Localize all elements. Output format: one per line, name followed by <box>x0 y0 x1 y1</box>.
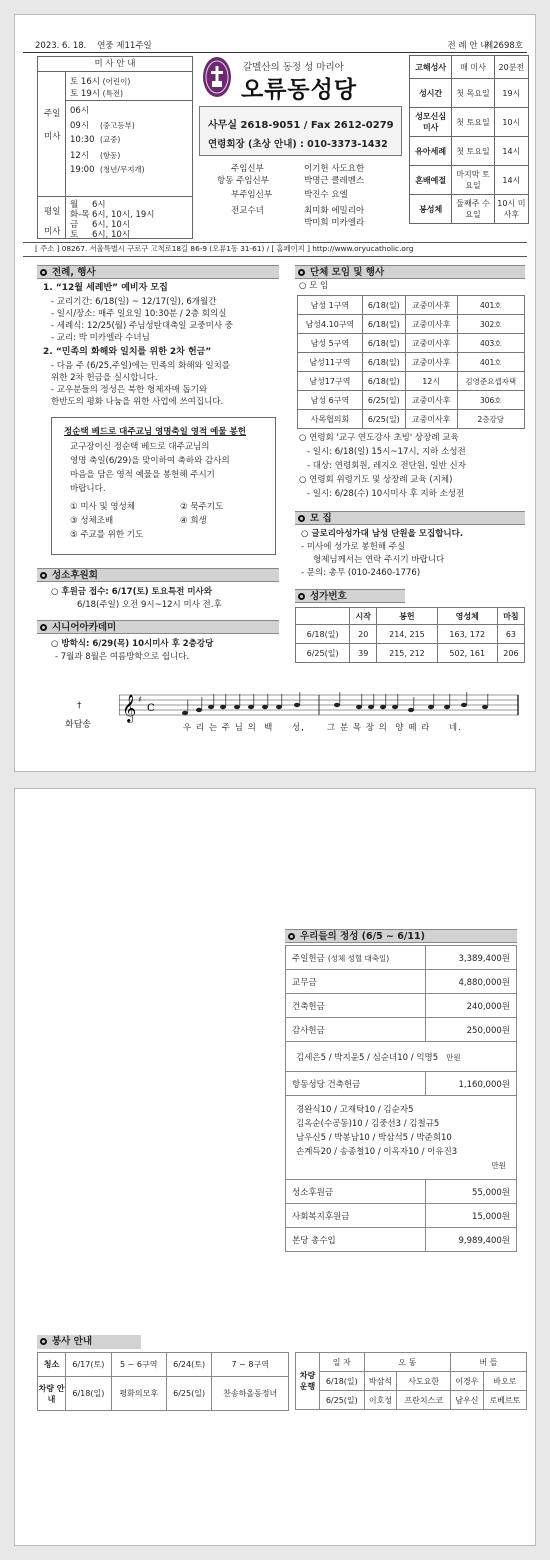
offering-row <box>286 994 517 1018</box>
rites-cell: 첫 목요일 <box>452 79 494 108</box>
groups-cell: 교중미사후 <box>405 391 457 410</box>
weekday-mass-label: 미사 <box>44 227 61 237</box>
offerings-main-table <box>285 945 517 1252</box>
drive-cell: 사도요한 <box>397 1372 451 1391</box>
offering-label: 본당 총수입 <box>286 1228 426 1252</box>
text-line: 영명 축일(6/29)을 맞이하여 축하와 감사의 <box>70 456 230 466</box>
offering-row <box>286 1204 517 1228</box>
text-line: - 교리: 박 미카엘라 수녀님 <box>51 333 150 343</box>
sunday-mass-time: 19:00 (청년/무지개) <box>70 165 145 175</box>
weekday-mass-time: 화-목 6시, 10시, 19시 <box>70 210 155 220</box>
drive-header: 일 자 <box>320 1353 365 1372</box>
drive-row <box>296 1372 527 1391</box>
offering-amount: 1,160,000원 <box>426 1072 517 1096</box>
rites-cell: 유아세례 <box>410 137 452 166</box>
hymn-cell: 214, 215 <box>377 625 437 644</box>
donor-names-line: 경완식10 / 고재탁10 / 김순자5 <box>296 1104 414 1115</box>
groups-cell: 남성 5구역 <box>298 334 363 353</box>
issue-number: 제2698호 <box>484 41 523 51</box>
volunteer-cell: 7 ~ 8구역 <box>212 1353 289 1377</box>
text-line: 위한 2차 헌금을 실시합니다. <box>51 373 158 383</box>
rites-row <box>410 137 529 166</box>
groups-cell: 6/18(일) <box>362 334 405 353</box>
sunday-mass-time: 12시 (항동) <box>70 151 121 161</box>
offering-amount: 9,989,400원 <box>426 1228 517 1252</box>
offering-row <box>286 1072 517 1096</box>
groups-row <box>298 334 525 353</box>
groups-cell: 남성17구역 <box>298 372 363 391</box>
drive-row <box>296 1391 527 1410</box>
groups-row <box>298 353 525 372</box>
groups-row <box>298 410 525 429</box>
text-line: 형제님께서는 연락 주시기 바랍니다 <box>313 555 445 565</box>
sunday-mass-label: 미사 <box>44 132 61 142</box>
drive-cell: 바오로 <box>483 1372 526 1391</box>
groups-cell: 401호 <box>457 353 524 372</box>
drive-cell: 남우신 <box>451 1391 484 1410</box>
hymn-header-row <box>296 608 525 625</box>
groups-row <box>298 372 525 391</box>
sharp-icon: ♯ <box>138 695 142 704</box>
drive-cell: 이경우 <box>451 1372 484 1391</box>
groups-cell: 302호 <box>457 315 524 334</box>
offering-amount: 3,389,400원 <box>426 946 517 970</box>
address-line: [ 주소 ] 08267. 서울특별시 구로구 고척로18길 86-9 (오류1동 31-61) / [ 홈페이지 ] http://www.oryucatholic.org <box>35 244 414 253</box>
rites-cell: 10시 <box>494 108 528 137</box>
treble-clef-icon: 𝄞 <box>122 694 137 722</box>
rites-row <box>410 108 529 137</box>
staff-name: 최미화 에밀리아 <box>304 206 365 216</box>
groups-cell: 사목협의회 <box>298 410 363 429</box>
volunteer-row <box>38 1377 289 1411</box>
groups-row <box>298 296 525 315</box>
rites-row <box>410 195 529 224</box>
volunteer-cell: 찬송하올동정녀 <box>212 1377 289 1411</box>
rites-cell: 혼배예절 <box>410 166 452 195</box>
text-line: - 일시: 6/28(수) 10시미사 후 지하 소성전 <box>307 489 465 499</box>
text-line: ○ 글로리아성가대 남성 단원을 모집합니다. <box>301 529 464 539</box>
hymn-row <box>296 625 525 644</box>
section-liturgy: 전례, 행사 <box>37 265 279 279</box>
music-note <box>208 705 214 709</box>
sat-mass-1: 토 16시 (어린이) <box>70 77 131 87</box>
music-note <box>408 708 414 712</box>
music-note <box>392 705 398 709</box>
section-recruit: 모 집 <box>295 511 525 525</box>
spiritual-offering-box <box>51 417 276 555</box>
offering-label: 건축헌금 <box>286 994 426 1018</box>
liturgy-item-2: 2. “민족의 화해와 일치를 위한 2차 헌금” <box>43 347 212 357</box>
groups-cell: 교중미사후 <box>405 410 457 429</box>
groups-cell: 403호 <box>457 334 524 353</box>
council-phone: 연령회장 (초상 안내) : 010-3373-1432 <box>208 139 388 150</box>
offering-label: 주일헌금 (성체 성혈 대축일) <box>286 946 426 970</box>
volunteer-row <box>38 1353 289 1377</box>
rites-cell: 20분전 <box>494 56 528 79</box>
hymn-cell: 6/18(일) <box>296 625 350 644</box>
sunday-mass-time: 10:30 (교중) <box>70 135 121 145</box>
section-bullet-icon <box>40 269 47 276</box>
groups-cell: 김영준요셉자택 <box>457 372 524 391</box>
hymn-header: 마침 <box>497 608 524 625</box>
offering-row <box>286 1228 517 1252</box>
offering-label: 사회복지후원금 <box>286 1204 426 1228</box>
thanks-names-row: 김세은5 / 박지윤5 / 심순녀10 / 익명5 만원 <box>286 1042 517 1072</box>
groups-cell: 남성 6구역 <box>298 391 363 410</box>
volunteer-label: 청소 <box>38 1353 66 1377</box>
music-note <box>248 705 254 709</box>
music-note <box>182 711 188 715</box>
groups-sub: ○ 모 임 <box>299 281 329 291</box>
rites-row <box>410 79 529 108</box>
drive-cell: 6/25(일) <box>320 1391 365 1410</box>
groups-cell: 남성4.10구역 <box>298 315 363 334</box>
volunteer-cell: 6/17(토) <box>66 1353 112 1377</box>
groups-cell: 6/25(일) <box>362 410 405 429</box>
section-saints: 성소후원회 <box>37 568 279 582</box>
text-line: ○ 연령회 위령기도 및 상장례 교육 (지체) <box>299 475 453 485</box>
groups-row <box>298 391 525 410</box>
groups-cell: 교중미사후 <box>405 296 457 315</box>
offering-row <box>286 1018 517 1042</box>
staff-name: 박진수 요엘 <box>304 190 348 200</box>
sunday-label: 주일 <box>44 109 61 119</box>
rites-cell: 봉성체 <box>410 195 452 224</box>
music-note <box>368 705 374 709</box>
rites-cell: 매 미사 <box>452 56 494 79</box>
drive-label: 차량 운행 <box>296 1353 320 1410</box>
groups-cell: 6/18(일) <box>362 315 405 334</box>
offering-amount: 4,880,000원 <box>426 970 517 994</box>
hymn-cell: 215, 212 <box>377 644 437 663</box>
groups-cell: 교중미사후 <box>405 315 457 334</box>
offering-label: 성소후원금 <box>286 1180 426 1204</box>
staff-name: 이기헌 사도요한 <box>304 164 365 174</box>
volunteer-cell: 평화의모후 <box>111 1377 166 1411</box>
office-phone: 사무실 2618-9051 / Fax 2612-0279 <box>208 120 394 131</box>
staff-role: 주임신부 <box>231 164 264 174</box>
section-senior: 시니어아카데미 <box>37 620 279 634</box>
weekday-label: 평일 <box>44 207 61 217</box>
drive-cell: 6/18(일) <box>320 1372 365 1391</box>
offering-label: 감사헌금 <box>286 1018 426 1042</box>
sunday-mass-time: 09시 (중고등부) <box>70 121 135 131</box>
groups-cell: 교중미사후 <box>405 334 457 353</box>
rites-cell: 성모신심 미사 <box>410 108 452 137</box>
drive-cell: 로베르토 <box>483 1391 526 1410</box>
rites-table <box>409 55 529 224</box>
text-line: 마음을 담은 영적 예물을 봉헌해 주시기 <box>70 470 215 480</box>
rites-cell: 19시 <box>494 79 528 108</box>
donor-names-line: 남우신5 / 박봉남10 / 박삼석5 / 박준희10 <box>296 1132 452 1143</box>
senior-line-2: - 7월과 8월은 여름방학으로 쉽니다. <box>55 652 190 662</box>
groups-cell: 401호 <box>457 296 524 315</box>
groups-cell: 6/18(일) <box>362 353 405 372</box>
offering-label: 교무금 <box>286 970 426 994</box>
box-item: ③ 성체조배 <box>70 516 114 526</box>
hymn-cell: 206 <box>497 644 524 663</box>
bulletin-page-1 <box>14 14 536 772</box>
music-note <box>234 705 240 709</box>
groups-cell: 6/25(일) <box>362 391 405 410</box>
staff-role: 부주임신부 <box>231 190 273 200</box>
text-line: - 문의: 총무 (010-2460-1776) <box>301 568 421 578</box>
music-note <box>482 705 488 709</box>
weekday-mass-time: 월 6시 <box>70 200 106 210</box>
mass-info-title: 미 사 안 내 <box>38 57 192 72</box>
drive-cell: 프란치스코 <box>397 1391 451 1410</box>
staff-role: 항동 주임신부 <box>217 176 269 186</box>
offering-label: 항동성당 건축헌금 <box>286 1072 426 1096</box>
rites-title: 전 례 안 내 <box>447 41 489 51</box>
rites-cell: 14시 <box>494 166 528 195</box>
drive-cell: 이호성 <box>364 1391 397 1410</box>
text-line: - 세례식: 12/25(월) 주님성탄대축일 교중미사 중 <box>51 321 233 331</box>
text-line: 교구장이신 정순택 베드로 대주교님의 <box>70 442 210 452</box>
church-logo-icon <box>203 57 231 97</box>
box-item: ② 묵주기도 <box>180 502 224 512</box>
music-note <box>196 708 202 712</box>
rites-cell: 10시 미사후 <box>494 195 528 224</box>
offering-row <box>286 1180 517 1204</box>
staff-name: 박명근 클레멘스 <box>304 176 365 186</box>
groups-cell: 6/18(일) <box>362 296 405 315</box>
drive-header: 버 들 <box>451 1353 527 1372</box>
volunteer-cell: 6/25(일) <box>166 1377 212 1411</box>
volunteer-cell: 5 ~ 6구역 <box>111 1353 166 1377</box>
music-note <box>356 705 362 709</box>
offering-amount: 55,000원 <box>426 1180 517 1204</box>
contact-box <box>199 106 402 156</box>
sat-mass-2: 토 19시 (특전) <box>70 89 123 99</box>
hymn-cell: 502, 161 <box>437 644 497 663</box>
offering-row <box>286 970 517 994</box>
parish-name: 오류동성당 <box>241 77 358 103</box>
hymn-header: 시작 <box>350 608 377 625</box>
hymn-row <box>296 644 525 663</box>
music-note <box>262 705 268 709</box>
header-date: 2023. 6. 18. 연중 제11주일 <box>35 41 152 51</box>
groups-cell: 남성 1구역 <box>298 296 363 315</box>
groups-cell: 306호 <box>457 391 524 410</box>
rites-row <box>410 166 529 195</box>
drive-header: 오 동 <box>364 1353 450 1372</box>
header-rule <box>23 52 527 53</box>
text-line: - 다음 주 (6/25,주일)에는 민족의 화해와 일치를 <box>51 361 231 371</box>
staff-role: 전교수녀 <box>231 206 264 216</box>
hymn-cell: 163, 172 <box>437 625 497 644</box>
music-note <box>220 705 226 709</box>
rites-cell: 첫 토요일 <box>452 108 494 137</box>
weekday-mass-time: 금 6시, 10시 <box>70 220 131 230</box>
hymn-header: 영성체 <box>437 608 497 625</box>
hymn-cell: 20 <box>350 625 377 644</box>
psalm-label: 화답송 <box>65 720 92 730</box>
section-offerings: 우리들의 정성 (6/5 ~ 6/11) <box>285 929 517 943</box>
bulletin-page-2 <box>14 788 536 1546</box>
rites-cell: 첫 토요일 <box>452 137 494 166</box>
groups-row <box>298 315 525 334</box>
offering-row <box>286 946 517 970</box>
rites-cell: 마지막 토요일 <box>452 166 494 195</box>
music-note <box>380 705 386 709</box>
saints-line-2: 6/18(주일) 오전 9시~12시 미사 전.후 <box>77 600 222 610</box>
drive-table <box>295 1352 527 1410</box>
text-line: - 교리기간: 6/18(일) ~ 12/17(일), 6개월간 <box>51 297 217 307</box>
volunteer-table <box>37 1352 289 1411</box>
mass-schedule-box <box>37 56 193 239</box>
drive-header-row <box>296 1353 527 1372</box>
section-volunteer: 봉사 안내 <box>37 1335 141 1349</box>
offering-amount: 250,000원 <box>426 1018 517 1042</box>
hymn-cell: 63 <box>497 625 524 644</box>
groups-cell: 6/18(일) <box>362 372 405 391</box>
volunteer-label: 차량 안내 <box>38 1377 66 1411</box>
hymn-header <box>296 608 350 625</box>
music-note <box>294 703 300 707</box>
senior-line-1: ○ 방학식: 6/29(목) 10시미사 후 2층강당 <box>51 639 214 649</box>
psalm-lyrics: 우 리 는 주 님 의 백 성, 그 분 목 장 의 양 떼 라 네. <box>183 723 462 733</box>
box-item: ④ 희생 <box>180 516 207 526</box>
groups-cell: 2층강당 <box>457 410 524 429</box>
cross-icon: † <box>77 701 82 711</box>
text-line: 바랍니다. <box>70 484 106 494</box>
volunteer-cell: 6/18(일) <box>66 1377 112 1411</box>
text-line: - 일시/장소: 매주 일요일 10:30분 / 2층 회의실 <box>51 309 227 319</box>
rites-cell: 성시간 <box>410 79 452 108</box>
hymn-header: 봉헌 <box>377 608 437 625</box>
volunteer-cell: 6/24(토) <box>166 1353 212 1377</box>
music-note <box>461 703 467 707</box>
offering-amount: 240,000원 <box>426 994 517 1018</box>
groups-cell: 남성11구역 <box>298 353 363 372</box>
donor-names-line: 김옥순(수공동)10 / 김중선3 / 김철규5 <box>296 1118 440 1129</box>
drive-cell: 박삼석 <box>364 1372 397 1391</box>
staff-name: 박미희 미카엘라 <box>304 218 365 228</box>
rites-cell: 고해성사 <box>410 56 452 79</box>
box-item: ⑤ 주교를 위한 기도 <box>70 530 144 540</box>
saints-line-1: ○ 후원금 접수: 6/17(토) 토요특전 미사와 <box>51 587 212 597</box>
text-line: ○ 연령회 '교구 연도강사 초빙' 상장례 교육 <box>299 433 459 443</box>
hangdong-names-row: 경완식10 / 고재탁10 / 김순자5 김옥순(수공동)10 / 김중선3 / 김철규5 남우신5 / 박봉남10 / 박삼석5 / 박준희10 손계득20 / 송종철10 / 이옥자10 / 이유진3 만원 <box>286 1096 517 1180</box>
music-note <box>334 703 340 707</box>
hymn-cell: 6/25(일) <box>296 644 350 663</box>
music-note <box>428 705 434 709</box>
hymn-cell: 39 <box>350 644 377 663</box>
offering-amount: 15,000원 <box>426 1204 517 1228</box>
common-time-icon: C <box>147 703 155 714</box>
hymn-table <box>295 607 525 663</box>
liturgy-item-1: 1. “12월 세례반” 예비자 모집 <box>43 283 168 293</box>
rites-cell: 14시 <box>494 137 528 166</box>
sunday-mass-time: 06시 <box>70 106 90 116</box>
offerings-table <box>285 945 517 1252</box>
text-line: - 교우분들의 정성은 북한 형제자매 돕기와 <box>51 385 208 395</box>
donor-names-line: 손계득20 / 송종철10 / 이옥자10 / 이유진3 <box>296 1146 458 1157</box>
music-note <box>276 705 282 709</box>
music-note <box>444 705 450 709</box>
groups-cell: 교중미사후 <box>405 353 457 372</box>
text-line: - 대상: 연령회원, 레지오 전단원, 일반 신자 <box>307 461 466 471</box>
rites-row <box>410 56 529 79</box>
logo-caption: 갈멜산의 동정 성 마리아 <box>243 62 344 73</box>
text-line: - 미사에 성가로 봉헌해 주실 <box>301 542 406 552</box>
text-line: - 일시: 6/18(일) 15시~17시, 지하 소성전 <box>307 447 466 457</box>
weekday-mass-time: 토 6시, 10시 <box>70 230 131 240</box>
box-item: ① 미사 및 영성체 <box>70 502 135 512</box>
groups-cell: 12시 <box>405 372 457 391</box>
rites-cell: 둘째주 수요일 <box>452 195 494 224</box>
section-hymns: 성가번호 <box>295 589 405 603</box>
box-title: 정순택 베드로 대주교님 영명축일 영적 예물 봉헌 <box>64 427 246 437</box>
text-line: 한반도의 평화 나눔을 위한 사업에 쓰여집니다. <box>51 397 224 407</box>
section-groups: 단체 모임 및 행사 <box>295 265 525 279</box>
groups-table <box>297 295 525 429</box>
